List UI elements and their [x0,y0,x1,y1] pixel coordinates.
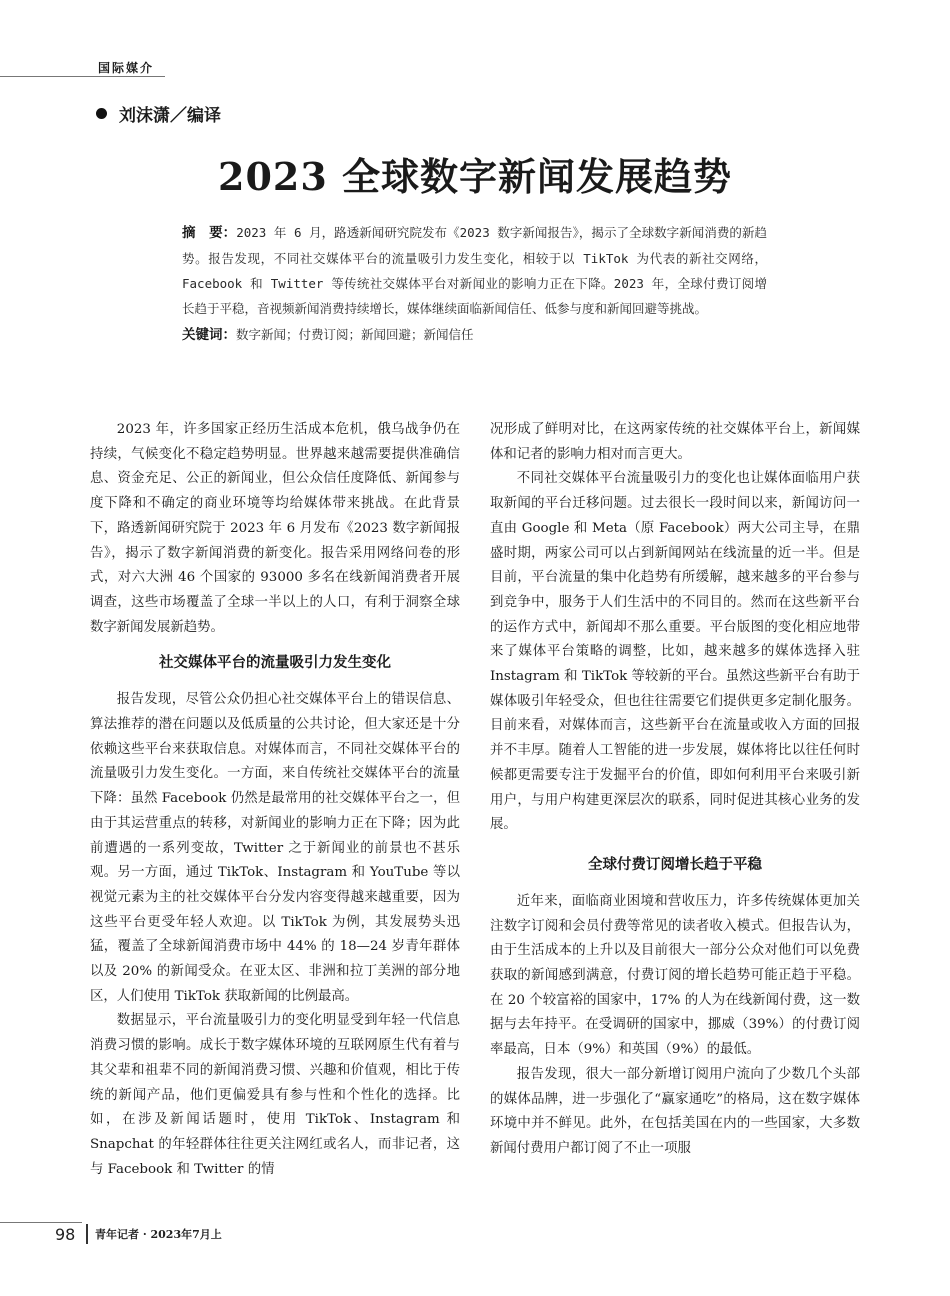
paragraph: 报告发现，很大一部分新增订阅用户流向了少数几个头部的媒体品牌，进一步强化了“赢家通吃”的格局，这在数字媒体环境中并不鲜见。此外，在包括美国在内的一些国家，大多数新闻付费用户都订阅了不止一项服 [490,1066,860,1156]
author-name: 刘沫潇／编译 [119,106,221,126]
page-number: 98 [55,1225,76,1244]
bullet-icon [96,108,107,119]
paragraph: 近年来，面临商业困境和营收压力，许多传统媒体更加关注数字订阅和会员付费等常见的读者收入模式。但报告认为，由于生活成本的上升以及目前很大一部分公众对他们可以免费获取的新闻感到满意，付费订阅的增长趋势可能正趋于平稳。在 20 个较富裕的国家中，17% 的人为在线新闻付费，这一数据与去年持平。在受调研的国家中，挪威（39%）的付费订阅率最高，日本（9%）和英国（9%）的最低。 [490,893,860,1058]
journal-name: 青年记者 · 2023年7月上 [95,1228,222,1241]
article-title: 2023 全球数字新闻发展趋势 [218,154,732,199]
paragraph: 况形成了鲜明对比，在这两家传统的社交媒体平台上，新闻媒体和记者的影响力相对而言更大。 [490,422,860,462]
abstract-text: 2023 年 6 月，路透新闻研究院发布《2023 数字新闻报告》，揭示了全球数字新闻消费的新趋势。报告发现，不同社交媒体平台的流量吸引力发生变化，相较于以 TikTok 为代表的新社交网络，Facebook 和 Twitter 等传统社交媒体平台对新闻业的影响力正在下降。2023 年，全球付费订阅增长趋于平稳，音视频新闻消费持续增长，媒体继续面临新闻信任、低参与度和新闻回避等挑战。 [182,225,767,316]
paragraph: 不同社交媒体平台流量吸引力的变化也让媒体面临用户获取新闻的平台迁移问题。过去很长一段时间以来，新闻访问一直由 Google 和 Meta（原 Facebook）两大公司主导，在鼎盛时期，两家公司可以占到新闻网站在线流量的近一半。但是目前，平台流量的集中化趋势有所缓解，越来越多的平台参与到竞争中，服务于人们生活中的不同目的。然而在这些新平台的运作方式中，新闻却不那么重要。平台版图的变化相应地带来了媒体平台策略的调整，比如，越来越多的媒体选择入驻 Instagram 和 TikTok 等较新的平台。虽然这些新平台有助于媒体吸引年轻受众，但也往往需要它们提供更多定制化服务。目前来看，对媒体而言，这些新平台在流量或收入方面的回报并不丰厚。随着人工智能的进一步发展，媒体将比以往任何时候都更需要专注于发掘平台的价值，即如何利用平台来吸引新用户，与用户构建更深层次的联系，同时促进其核心业务的发展。 [490,471,860,833]
footer-rule [0,1222,82,1223]
footer-divider [86,1224,88,1244]
abstract-paragraph [182,220,767,321]
left-column [90,418,460,1182]
abstract-block [182,220,767,348]
paragraph: 2023 年，许多国家正经历生活成本危机，俄乌战争仍在持续，气候变化不稳定趋势明显。世界越来越需要提供准确信息、资金充足、公正的新闻业，但公众信任度降低、新闻参与度下降和不确定的商业环境等均给媒体带来挑战。在此背景下，路透新闻研究院于 2023 年 6 月发布《2023 数字新闻报告》，揭示了数字新闻消费的新变化。报告采用网络问卷的形式，对六大洲 46 个国家的 93000 多名在线新闻消费者开展调查，这些市场覆盖了全球一半以上的人口，有利于洞察全球数字新闻发展新趋势。 [90,422,460,635]
paragraph: 报告发现，尽管公众仍担心社交媒体平台上的错误信息、算法推荐的潜在问题以及低质量的公共讨论，但大家还是十分依赖这些平台来获取信息。对媒体而言，不同社交媒体平台的流量吸引力发生变化。一方面，来自传统社交媒体平台的流量下降：虽然 Facebook 仍然是最常用的社交媒体平台之一，但由于其运营重点的转移，对新闻业的影响力正在下降；因为此前遭遇的一系列变故，Twitter 之于新闻业的前景也不甚乐观。另一方面，通过 TikTok、Instagram 和 YouTube 等以视觉元素为主的社交媒体平台分发内容变得越来越重要，因为这些平台更受年轻人欢迎。以 TikTok 为例，其发展势头迅猛，覆盖了全球新闻消费市场中 44% 的 18—24 岁青年群体以及 20% 的新闻受众。在亚太区、非洲和拉丁美洲的部分地区，人们使用 TikTok 获取新闻的比例最高。 [90,692,460,1004]
author-line [96,101,221,126]
section-heading: 全球付费订阅增长趋于平稳 [588,856,762,873]
right-column [490,418,860,1162]
header-rule [0,76,165,77]
keywords-line [182,322,767,348]
keywords-label: 关键词： [182,327,236,343]
keywords-text: 数字新闻；付费订阅；新闻回避；新闻信任 [236,327,474,342]
paragraph: 数据显示，平台流量吸引力的变化明显受到年轻一代信息消费习惯的影响。成长于数字媒体环境的互联网原生代有着与其父辈和祖辈不同的新闻消费习惯、兴趣和价值观，相比于传统的新闻产品，他们更偏爱具有参与性和个性化的选择。比如，在涉及新闻话题时，使用 TikTok、Instagram 和 Snapchat 的年轻群体往往更关注网红或名人，而非记者，这与 Facebook 和 Twitter 的情 [90,1013,460,1177]
section-label: 国际媒介 [98,61,155,75]
section-heading: 社交媒体平台的流量吸引力发生变化 [159,655,391,672]
abstract-label: 摘 要： [182,225,237,241]
